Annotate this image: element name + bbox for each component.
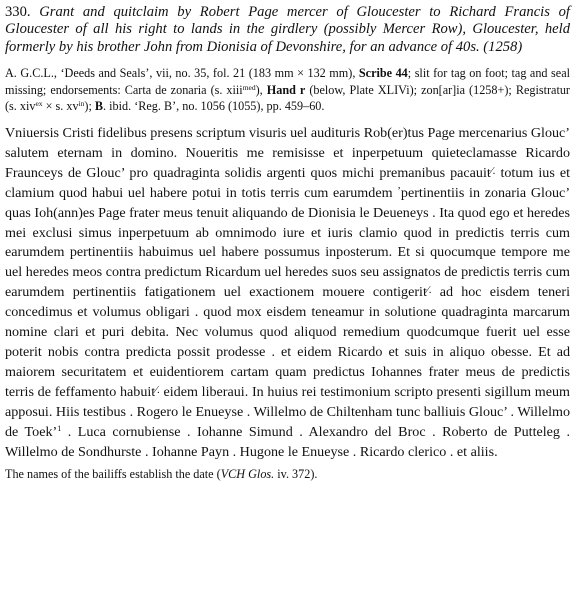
source-description: A. G.C.L., ‘Deeds and Seals’, vii, no. 35, fol. 21 (183 mm × 132 mm), Scribe 44; slit for tag on foot; tag and seal missing; endorsements: Carta de zonaria (s. xiii$^{med}$), Hand r (below, Plate XLIVi); zon[ar]ia (1258+); Registratur (s. xiv$^{ex}$ × s. $xv^{in}$); B. ibid. ‘Reg. B’, no. 1056 (1055), pp. 459–60. (5, 66, 571, 114)
caret-mark: ʼ (397, 184, 401, 197)
punctus-mark: ⁄. (426, 284, 432, 297)
document-number: 330. (5, 4, 31, 20)
punctus-mark: ⁄. (490, 164, 496, 177)
scribe-label: Scribe 44 (358, 66, 408, 81)
punctus-mark: ⁄. (155, 383, 160, 396)
charter-text: Vniuersis Cristi fidelibus presens scriptum visuris uel audituris Rob(er)tus Page mercenarius Glouc’ salutem eternam in domino. Noueritis me remisisse et inperpetuum quieteclamasse Ricardo Fraunceys de Glouc’ pro quadraginta solidis argenti quos michi premanibus pacauit⁄. totum ius et clamium quod habui uel habere potui in totis terris cum earumdem $^ʼ$pertinentiis in zonaria Glouc’ quas Ioh(ann)es Page frater meus tenuit aliquando de Dionisia le Deueneys . Ita quod ego et heredes mei exclusi simus inperpetuum ab omnimodo iure et iuris clamio quod in predictis terris cum earumdem pertinentiis habuimus uel habere possumus inposterum. Et si quocumque tempore me uel heredes meos contra predictum Ricardum uel heredes suos seu assignatos de predictis terris cum earumdem pertinentiis fatigationem uel exactionem mouere contigerit⁄. ad hoc eisdem teneri concedimus et volumus obligari . quod mox eisdem teneamur in solutione quadraginta marcarum nomine clari et puri debita. Nec volumus quod aliquod remedium quodcumque fuerit uel esse poterit nobis contra predicta possit prodesse . et eidem Ricardo et suis in aliquo obesse. Et ad maiorem securitatem et euidentiorem cartam quam predictus Iohannes frater meus de predictis terris de feffamento habuit⁄. eidem liberaui. In huius rei testimonium scripto presenti sigillum meum apposui. Hiis testibus . Rogero le Enueyse . Willelmo de Chiltenham tunc balliuis Glouc’ . Willelmo de Toek’$^1$ . Luca cornubiense . Iohanne Simund . Alexandro del Broc . Roberto de Putteleg . Willelmo de Sondhurste . Iohanne Payn . Hugone le Enueyse . Ricardo clerico . et aliis. (5, 125, 571, 460)
dating-note: The names of the bailiffs establish the date (VCH Glos. iv. 372). (5, 467, 318, 482)
document-heading (5, 4, 570, 56)
reference-title: VCH Glos. (220, 467, 275, 482)
document-title: Grant and quitclaim by Robert Page mercer of Gloucester to Richard Francis of Gloucester of all his right to lands in the girdlery (possibly Mercer Row), Gloucester, held formerly by his brother John from Dionisia of Devonshire, for an advance of 40s. (1258) (5, 4, 570, 55)
b-label: B (94, 99, 104, 114)
footnote-ref: 1 (57, 423, 62, 433)
hand-label: Hand r (266, 82, 306, 97)
